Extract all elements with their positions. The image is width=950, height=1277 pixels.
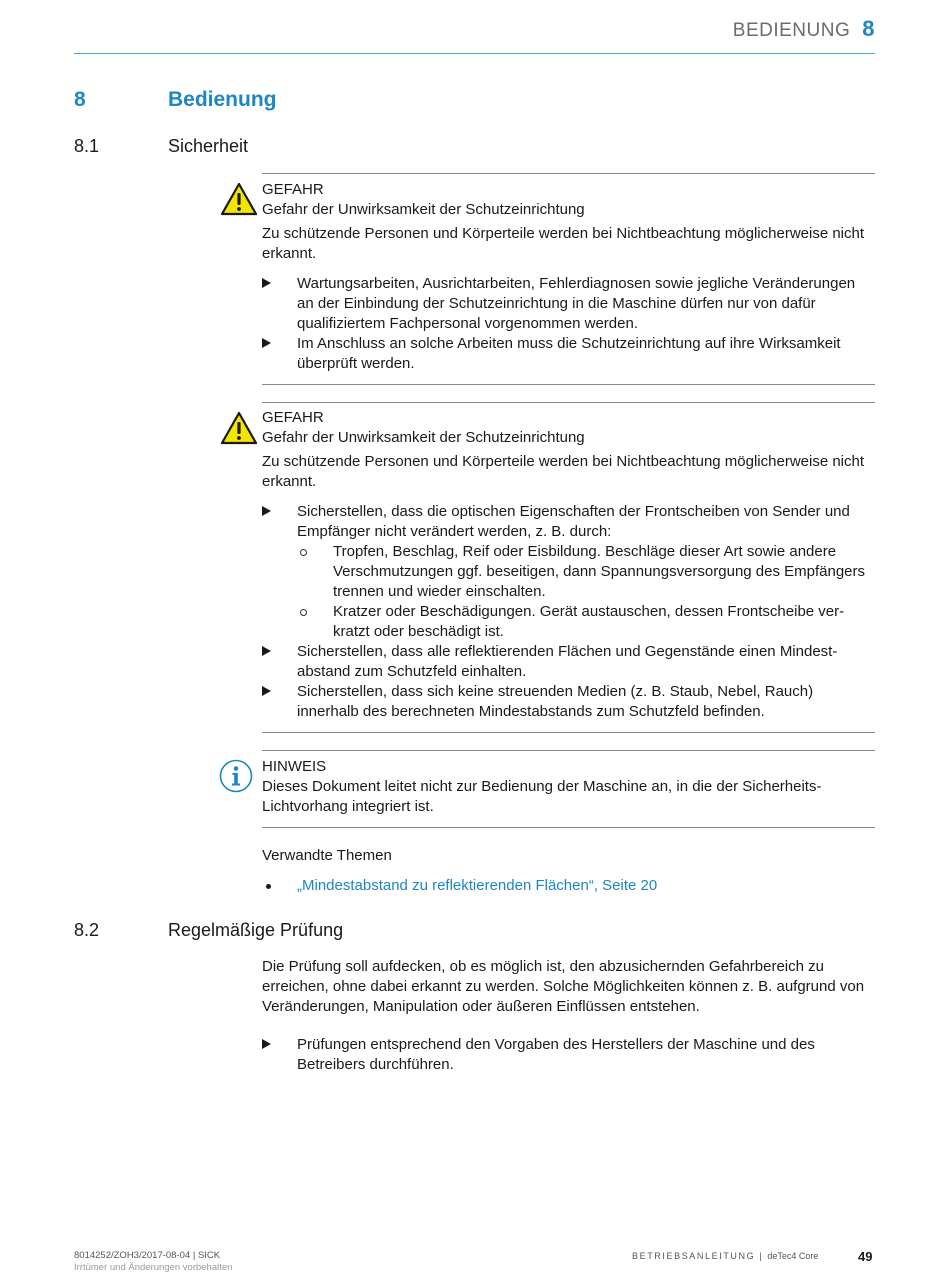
header-chapter-title: BEDIENUNG bbox=[732, 20, 851, 41]
list-item-text: Wartungsarbeiten, Ausrichtarbeiten, Fehlerdiagnosen sowie jegliche Veränderungen an der Einbindung der Schutzeinrichtung in die Maschine dürfen nur von dafür qualifiziertem Fachpersonal vorgenommen werden. bbox=[297, 275, 856, 332]
note-block bbox=[262, 757, 875, 817]
list-item-text: Im Anschluss an solche Arbeiten muss die Schutzeinrichtung auf ihre Wirksamkeit überprüft werden. bbox=[297, 335, 841, 372]
note-text: Dieses Dokument leitet nicht zur Bedienung der Maschine an, in die der Sicherheits-Lichtvorhang integriert ist. bbox=[262, 778, 822, 815]
bullet-triangle-icon bbox=[262, 506, 271, 516]
danger-text: Zu schützende Personen und Körperteile werden bei Nichtbeachtung möglicherweise nicht erkannt. bbox=[262, 225, 865, 262]
warning-triangle-icon bbox=[220, 411, 258, 445]
divider bbox=[262, 384, 875, 385]
sub-list-item bbox=[262, 542, 875, 602]
list-item bbox=[262, 642, 875, 682]
bullet-triangle-icon bbox=[262, 646, 271, 656]
danger-subtitle: Gefahr der Unwirksamkeit der Schutzeinrichtung bbox=[262, 429, 585, 446]
bullet-triangle-icon bbox=[262, 278, 271, 288]
divider bbox=[262, 827, 875, 828]
sub-list-item-text: Kratzer oder Beschädigungen. Gerät austauschen, dessen Frontscheibe verkratzt oder beschädigt ist. bbox=[333, 603, 845, 640]
sub-list-item bbox=[262, 602, 875, 642]
list-item bbox=[262, 274, 875, 334]
bullet-triangle-icon bbox=[262, 338, 271, 348]
danger-subtitle: Gefahr der Unwirksamkeit der Schutzeinrichtung bbox=[262, 201, 585, 218]
section-heading-8-2 bbox=[74, 920, 343, 941]
related-link[interactable]: „Mindestabstand zu reflektierenden Flächen“, Seite 20 bbox=[297, 877, 658, 894]
list-item bbox=[262, 502, 875, 542]
page-header bbox=[74, 0, 875, 54]
paragraph: Die Prüfung soll aufdecken, ob es möglich ist, den abzusichernden Gefahrbereich zu erreichen, ohne dabei erkannt zu werden. Solche Möglichkeiten können z. B. aufgrund von Veränderungen, Manipulation oder äußeren Einflüssen entstehen. bbox=[262, 958, 865, 1015]
danger-block-2 bbox=[262, 408, 875, 722]
section-number: 8.2 bbox=[74, 920, 100, 940]
bullet-triangle-icon bbox=[262, 686, 271, 696]
related-topics-title: Verwandte Themen bbox=[262, 847, 392, 864]
list-item-text: Prüfungen entsprechend den Vorgaben des Herstellers der Maschine und des Betreibers durchführen. bbox=[297, 1036, 815, 1073]
footer-manual bbox=[632, 1251, 818, 1261]
list-item bbox=[262, 682, 875, 722]
header-chapter bbox=[733, 16, 875, 42]
note-label: HINWEIS bbox=[262, 758, 327, 775]
footer-manual-label: BETRIEBSANLEITUNG bbox=[632, 1251, 756, 1261]
sub-list-item-text: Tropfen, Beschlag, Reif oder Eisbildung. Beschläge dieser Art sowie andere Verschmutzungen ggf. beseitigen, dann Spannungsversorgung des Empfängers trennen und wieder einschalten. bbox=[333, 543, 866, 600]
chapter-title: Bedienung bbox=[168, 88, 277, 111]
page-number: 49 bbox=[858, 1249, 873, 1264]
footer-left bbox=[74, 1250, 232, 1274]
list-item-text: Sicherstellen, dass die optischen Eigenschaften der Frontscheiben von Sender und Empfänger nicht verändert werden, z. B. durch: bbox=[297, 503, 850, 540]
danger-block-1 bbox=[262, 180, 875, 374]
footer-separator: | bbox=[759, 1251, 764, 1261]
divider bbox=[262, 732, 875, 733]
divider bbox=[262, 750, 875, 751]
related-topics bbox=[262, 846, 875, 896]
section-number: 8.1 bbox=[74, 136, 100, 156]
list-item-text: Sicherstellen, dass sich keine streuenden Medien (z. B. Staub, Nebel, Rauch) innerhalb des berechneten Mindestabstands zum Schutzfeld befinden. bbox=[297, 683, 814, 720]
divider bbox=[262, 173, 875, 174]
bullet-dot-icon bbox=[266, 884, 271, 889]
section-title: Regelmäßige Prüfung bbox=[168, 920, 344, 940]
footer-doc-id: 8014252/ZOH3/2017-08-04 | SICK bbox=[74, 1250, 221, 1261]
danger-label: GEFAHR bbox=[262, 181, 324, 198]
bullet-triangle-icon bbox=[262, 1039, 271, 1049]
list-item-text: Sicherstellen, dass alle reflektierenden Flächen und Gegenstände einen Mindestabstand zum Schutzfeld einhalten. bbox=[297, 643, 838, 680]
section-title: Sicherheit bbox=[168, 136, 249, 156]
footer-disclaimer: Irrtümer und Änderungen vorbehalten bbox=[74, 1262, 233, 1273]
section-8-2-body bbox=[262, 957, 875, 1075]
list-item bbox=[262, 1035, 875, 1075]
info-circle-icon bbox=[219, 759, 253, 793]
footer-product: deTec4 Core bbox=[767, 1251, 819, 1261]
danger-text: Zu schützende Personen und Körperteile werden bei Nichtbeachtung möglicherweise nicht erkannt. bbox=[262, 453, 865, 490]
section-heading-8-1 bbox=[74, 136, 248, 157]
list-item bbox=[262, 334, 875, 374]
warning-triangle-icon bbox=[220, 182, 258, 216]
danger-label: GEFAHR bbox=[262, 409, 324, 426]
chapter-heading bbox=[74, 88, 277, 112]
list-item bbox=[262, 876, 875, 896]
divider bbox=[262, 402, 875, 403]
bullet-circle-icon bbox=[300, 549, 307, 556]
bullet-circle-icon bbox=[300, 609, 307, 616]
chapter-number: 8 bbox=[74, 88, 86, 111]
header-chapter-number: 8 bbox=[862, 16, 875, 41]
